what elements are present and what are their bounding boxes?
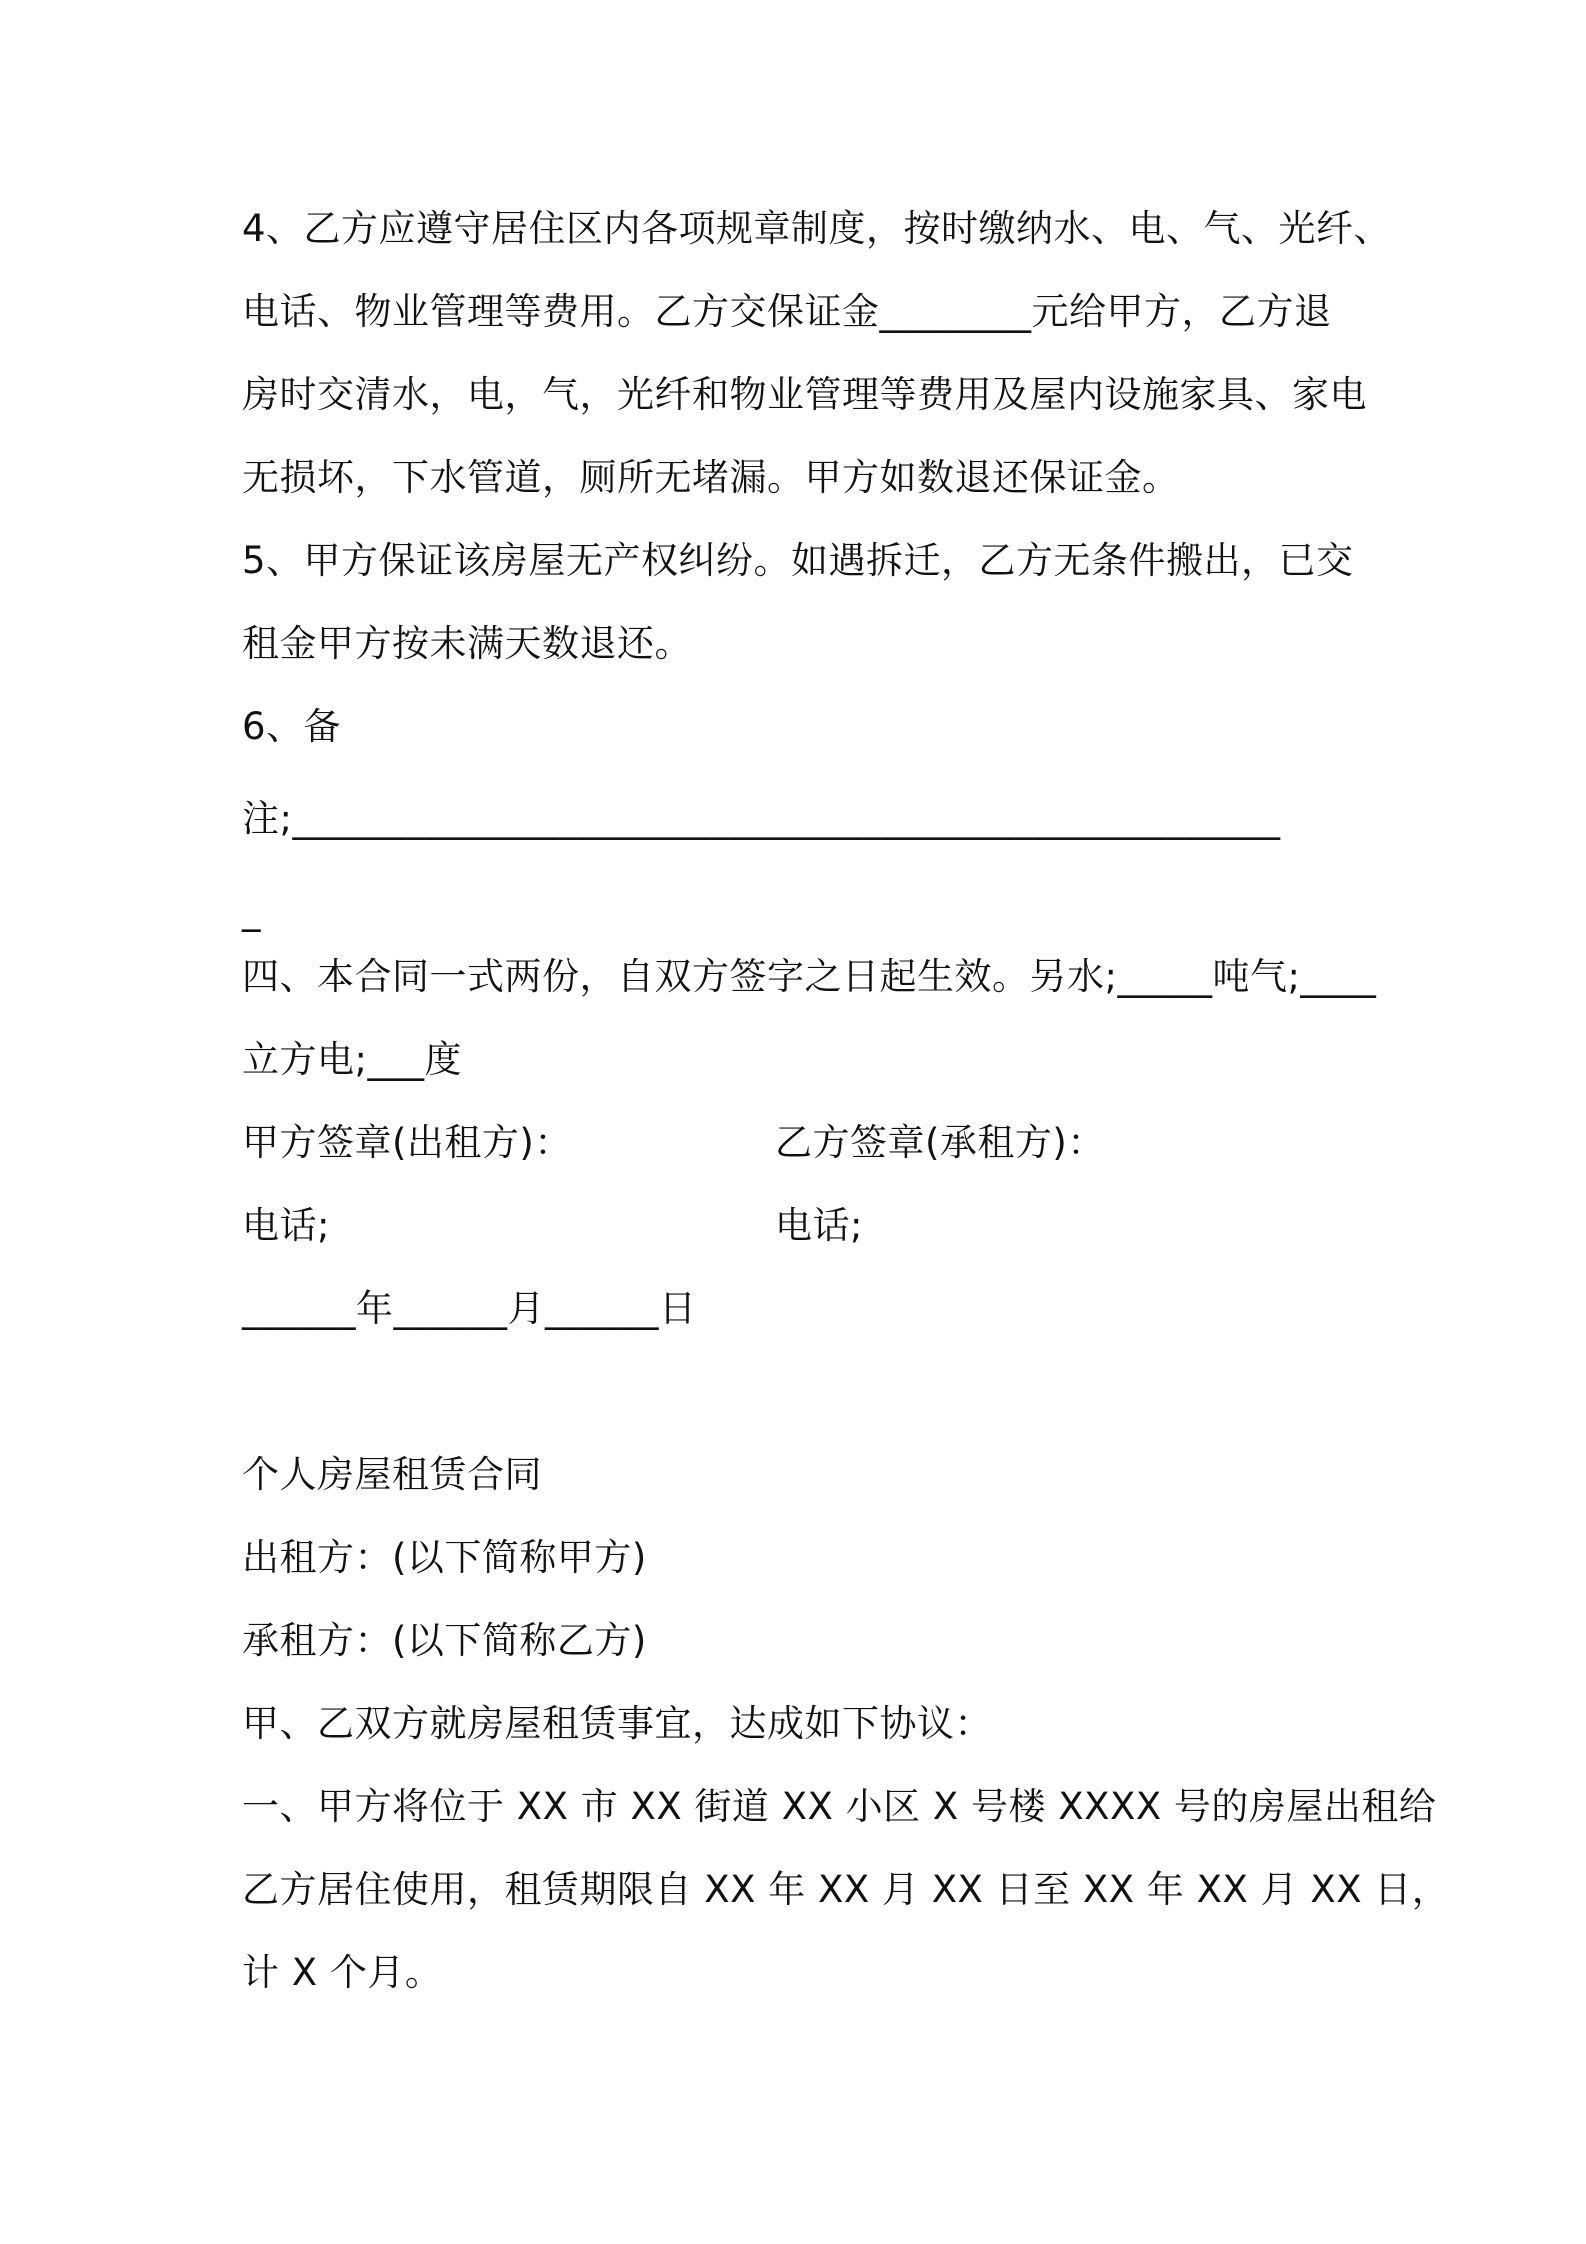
- clause-5-line-1: 5、甲方保证该房屋无产权纠纷。如遇拆迁，乙方无条件搬出，已交: [242, 539, 1354, 582]
- clause-5-line-2: 租金甲方按未满天数退还。: [242, 622, 692, 665]
- party-b-phone-label: 电话;: [775, 1204, 863, 1247]
- clause-6-notes-continuation: _: [242, 889, 261, 932]
- clause-4-line-3: 房时交清水，电，气，光纤和物业管理等费用及屋内设施家具、家电: [242, 373, 1367, 416]
- clause-4-line-1: 4、乙方应遵守居住区内各项规章制度，按时缴纳水、电、气、光纤、: [242, 207, 1392, 250]
- contract-clause-1-line-1: 一、甲方将位于 XX 市 XX 街道 XX 小区 X 号楼 XXXX 号的房屋出租给: [242, 1785, 1437, 1828]
- contract-clause-1-line-2: 乙方居住使用，租赁期限自 XX 年 XX 月 XX 日至 XX 年 XX 月 XX 日，: [242, 1868, 1450, 1911]
- lessor-line: 出租方：(以下简称甲方): [242, 1536, 647, 1579]
- contract-clause-1-line-3: 计 X 个月。: [242, 1951, 443, 1994]
- party-a-signature-label: 甲方签章(出租方)：: [242, 1121, 572, 1164]
- agreement-intro: 甲、乙双方就房屋租赁事宜，达成如下协议：: [242, 1702, 992, 1745]
- clause-4-line-2: 电话、物业管理等费用。乙方交保证金________元给甲方，乙方退: [242, 290, 1332, 333]
- clause-6-line-1: 6、备: [242, 705, 342, 748]
- signing-date: ______年______月______日: [242, 1287, 697, 1330]
- party-b-signature-label: 乙方签章(承租方)：: [775, 1121, 1105, 1164]
- clause-4-line-4: 无损坏，下水管道，厕所无堵漏。甲方如数退还保证金。: [242, 456, 1180, 499]
- section-4-line-2: 立方电;___度: [242, 1038, 462, 1081]
- clause-6-notes-line: 注;____________________________________________________: [242, 797, 1281, 840]
- contract-title: 个人房屋租赁合同: [242, 1453, 542, 1496]
- party-a-phone-label: 电话;: [242, 1204, 330, 1247]
- lessee-line: 承租方：(以下简称乙方): [242, 1619, 647, 1662]
- section-4-line-1: 四、本合同一式两份，自双方签字之日起生效。另水;_____吨气;____: [242, 955, 1377, 998]
